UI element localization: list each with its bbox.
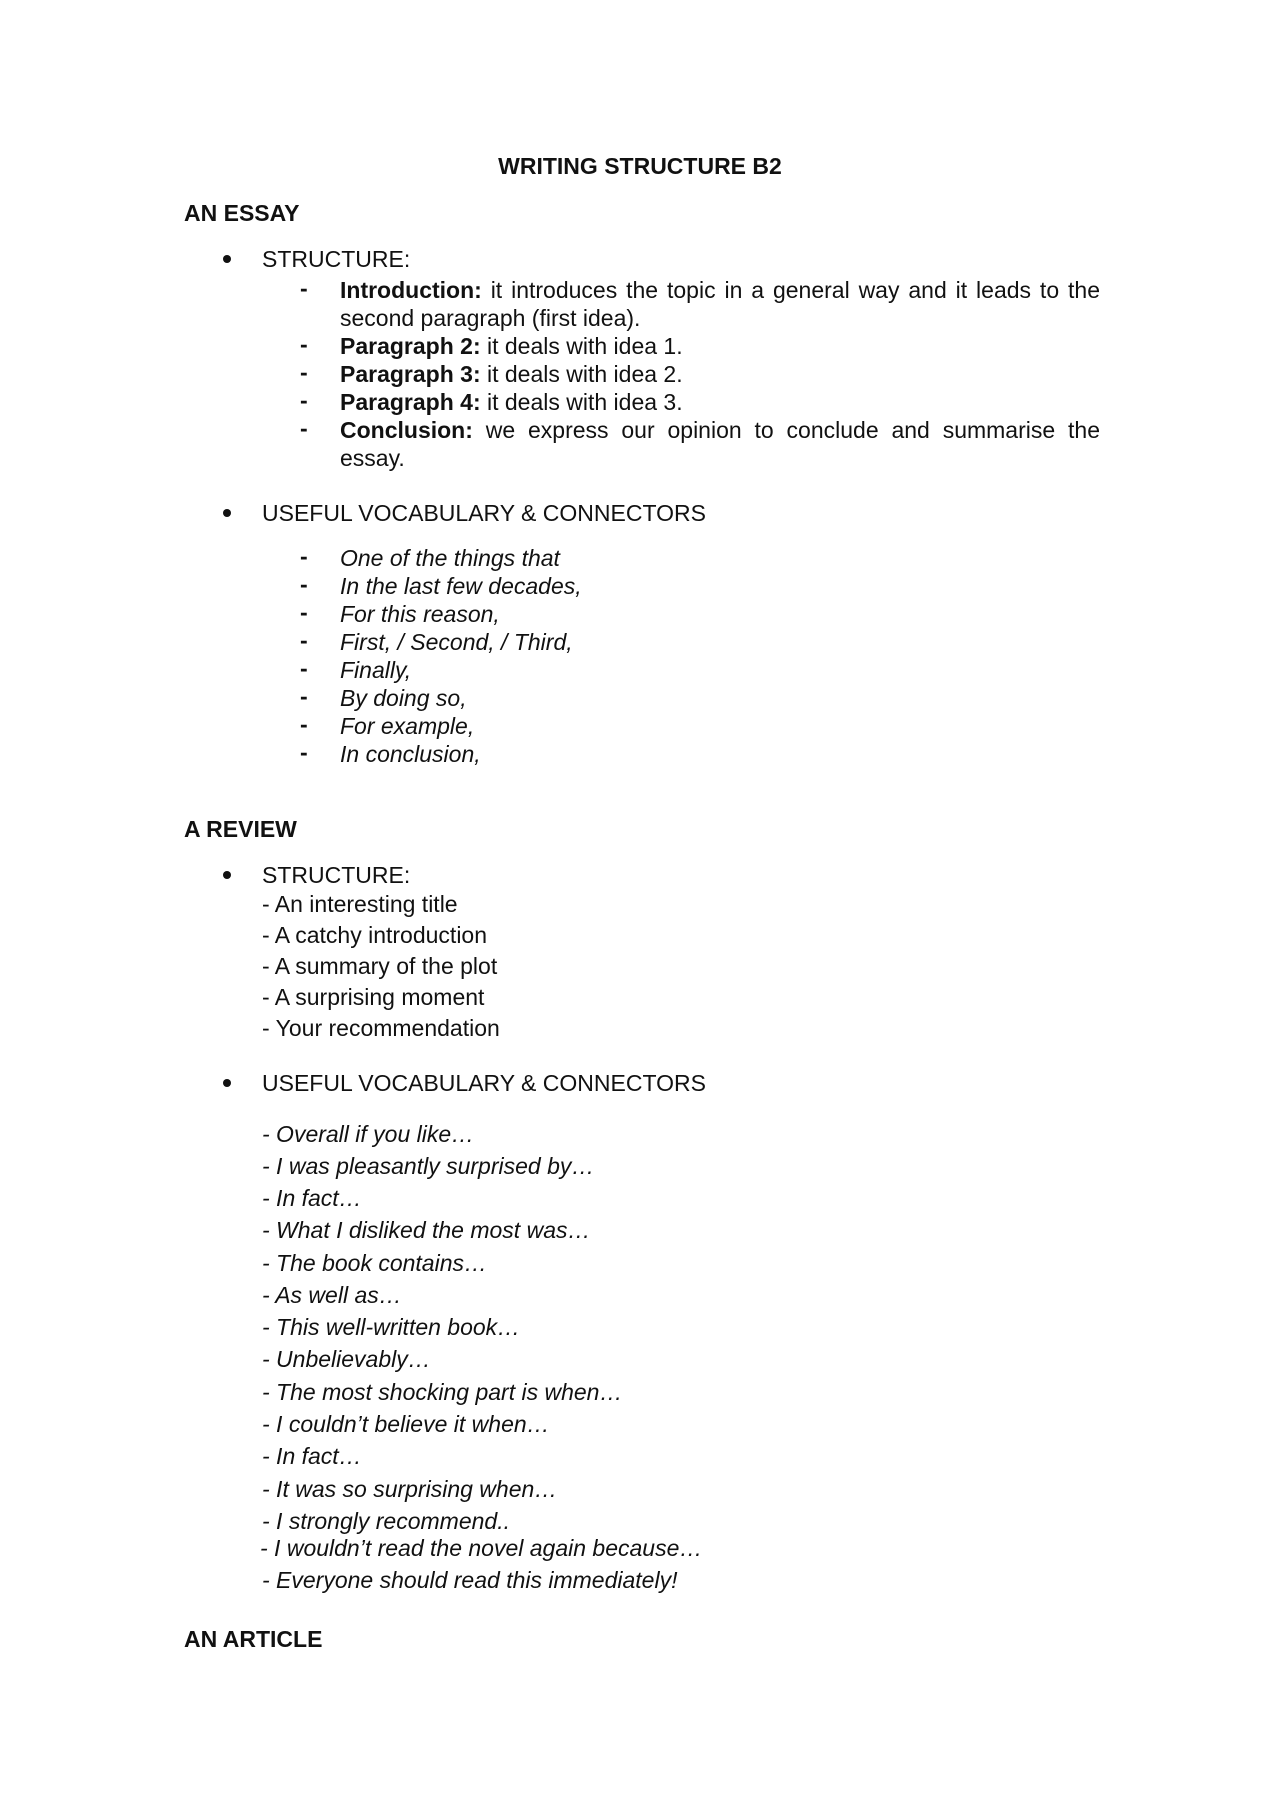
essay-structure-item: Paragraph 4: it deals with idea 3. (340, 389, 683, 415)
essay-heading: AN ESSAY (184, 200, 300, 226)
dash-icon: - (300, 415, 308, 441)
review-vocab-item: - I was pleasantly surprised by… (262, 1153, 595, 1179)
bullet-icon (223, 871, 231, 879)
essay-vocab-label: USEFUL VOCABULARY & CONNECTORS (262, 500, 706, 526)
dash-icon: - (300, 655, 308, 681)
dash-icon: - (300, 331, 308, 357)
essay-vocab-item: First, / Second, / Third, (340, 629, 573, 655)
review-vocab-item: - This well-written book… (262, 1314, 521, 1340)
dash-icon: - (300, 543, 308, 569)
review-vocab-item: - Unbelievably… (262, 1346, 431, 1372)
review-structure-item: - A catchy introduction (262, 922, 488, 948)
essay-vocab-item: By doing so, (340, 685, 467, 711)
review-vocab-label: USEFUL VOCABULARY & CONNECTORS (262, 1070, 706, 1096)
dash-icon: - (300, 275, 308, 301)
essay-structure-label: STRUCTURE: (262, 246, 411, 272)
review-vocab-item: - I couldn’t believe it when… (262, 1411, 550, 1437)
essay-vocab-item: One of the things that (340, 545, 560, 571)
bullet-icon (223, 1079, 231, 1087)
review-vocab-item: - What I disliked the most was… (262, 1217, 591, 1243)
review-vocab-item: - I wouldn’t read the novel again because… (260, 1535, 703, 1561)
review-vocab-item: - In fact… (262, 1443, 362, 1469)
essay-structure-item: Introduction: it introduces the topic in a general way and it leads to the second paragraph (first idea). (340, 277, 1100, 331)
bullet-icon (223, 255, 231, 263)
review-structure-item: - An interesting title (262, 891, 458, 917)
review-structure-item: - A summary of the plot (262, 953, 498, 979)
review-vocab-item: - It was so surprising when… (262, 1476, 558, 1502)
dash-icon: - (300, 711, 308, 737)
review-vocab-item: - As well as… (262, 1282, 402, 1308)
review-structure-item: - A surprising moment (262, 984, 485, 1010)
review-structure-item: - Your recommendation (262, 1015, 500, 1041)
essay-vocab-item: In conclusion, (340, 741, 481, 767)
article-heading: AN ARTICLE (184, 1626, 323, 1652)
essay-structure-item: Paragraph 2: it deals with idea 1. (340, 333, 683, 359)
bullet-icon (223, 509, 231, 517)
essay-vocab-item: Finally, (340, 657, 412, 683)
review-vocab-item: - In fact… (262, 1185, 362, 1211)
essay-vocab-item: For example, (340, 713, 475, 739)
review-structure-label: STRUCTURE: (262, 862, 411, 888)
review-vocab-item: - Everyone should read this immediately! (262, 1567, 678, 1593)
review-vocab-item: - I strongly recommend.. (262, 1508, 510, 1534)
review-vocab-item: - The most shocking part is when… (262, 1379, 623, 1405)
dash-icon: - (300, 627, 308, 653)
review-vocab-item: - The book contains… (262, 1250, 488, 1276)
page-title: WRITING STRUCTURE B2 (498, 153, 782, 179)
essay-vocab-item: In the last few decades, (340, 573, 582, 599)
review-heading: A REVIEW (184, 816, 297, 842)
dash-icon: - (300, 683, 308, 709)
dash-icon: - (300, 387, 308, 413)
dash-icon: - (300, 739, 308, 765)
dash-icon: - (300, 599, 308, 625)
dash-icon: - (300, 571, 308, 597)
review-vocab-item: - Overall if you like… (262, 1121, 475, 1147)
essay-vocab-item: For this reason, (340, 601, 500, 627)
essay-structure-item: Conclusion: we express our opinion to conclude and summarise the essay. (340, 417, 1100, 471)
dash-icon: - (300, 359, 308, 385)
essay-structure-item: Paragraph 3: it deals with idea 2. (340, 361, 683, 387)
